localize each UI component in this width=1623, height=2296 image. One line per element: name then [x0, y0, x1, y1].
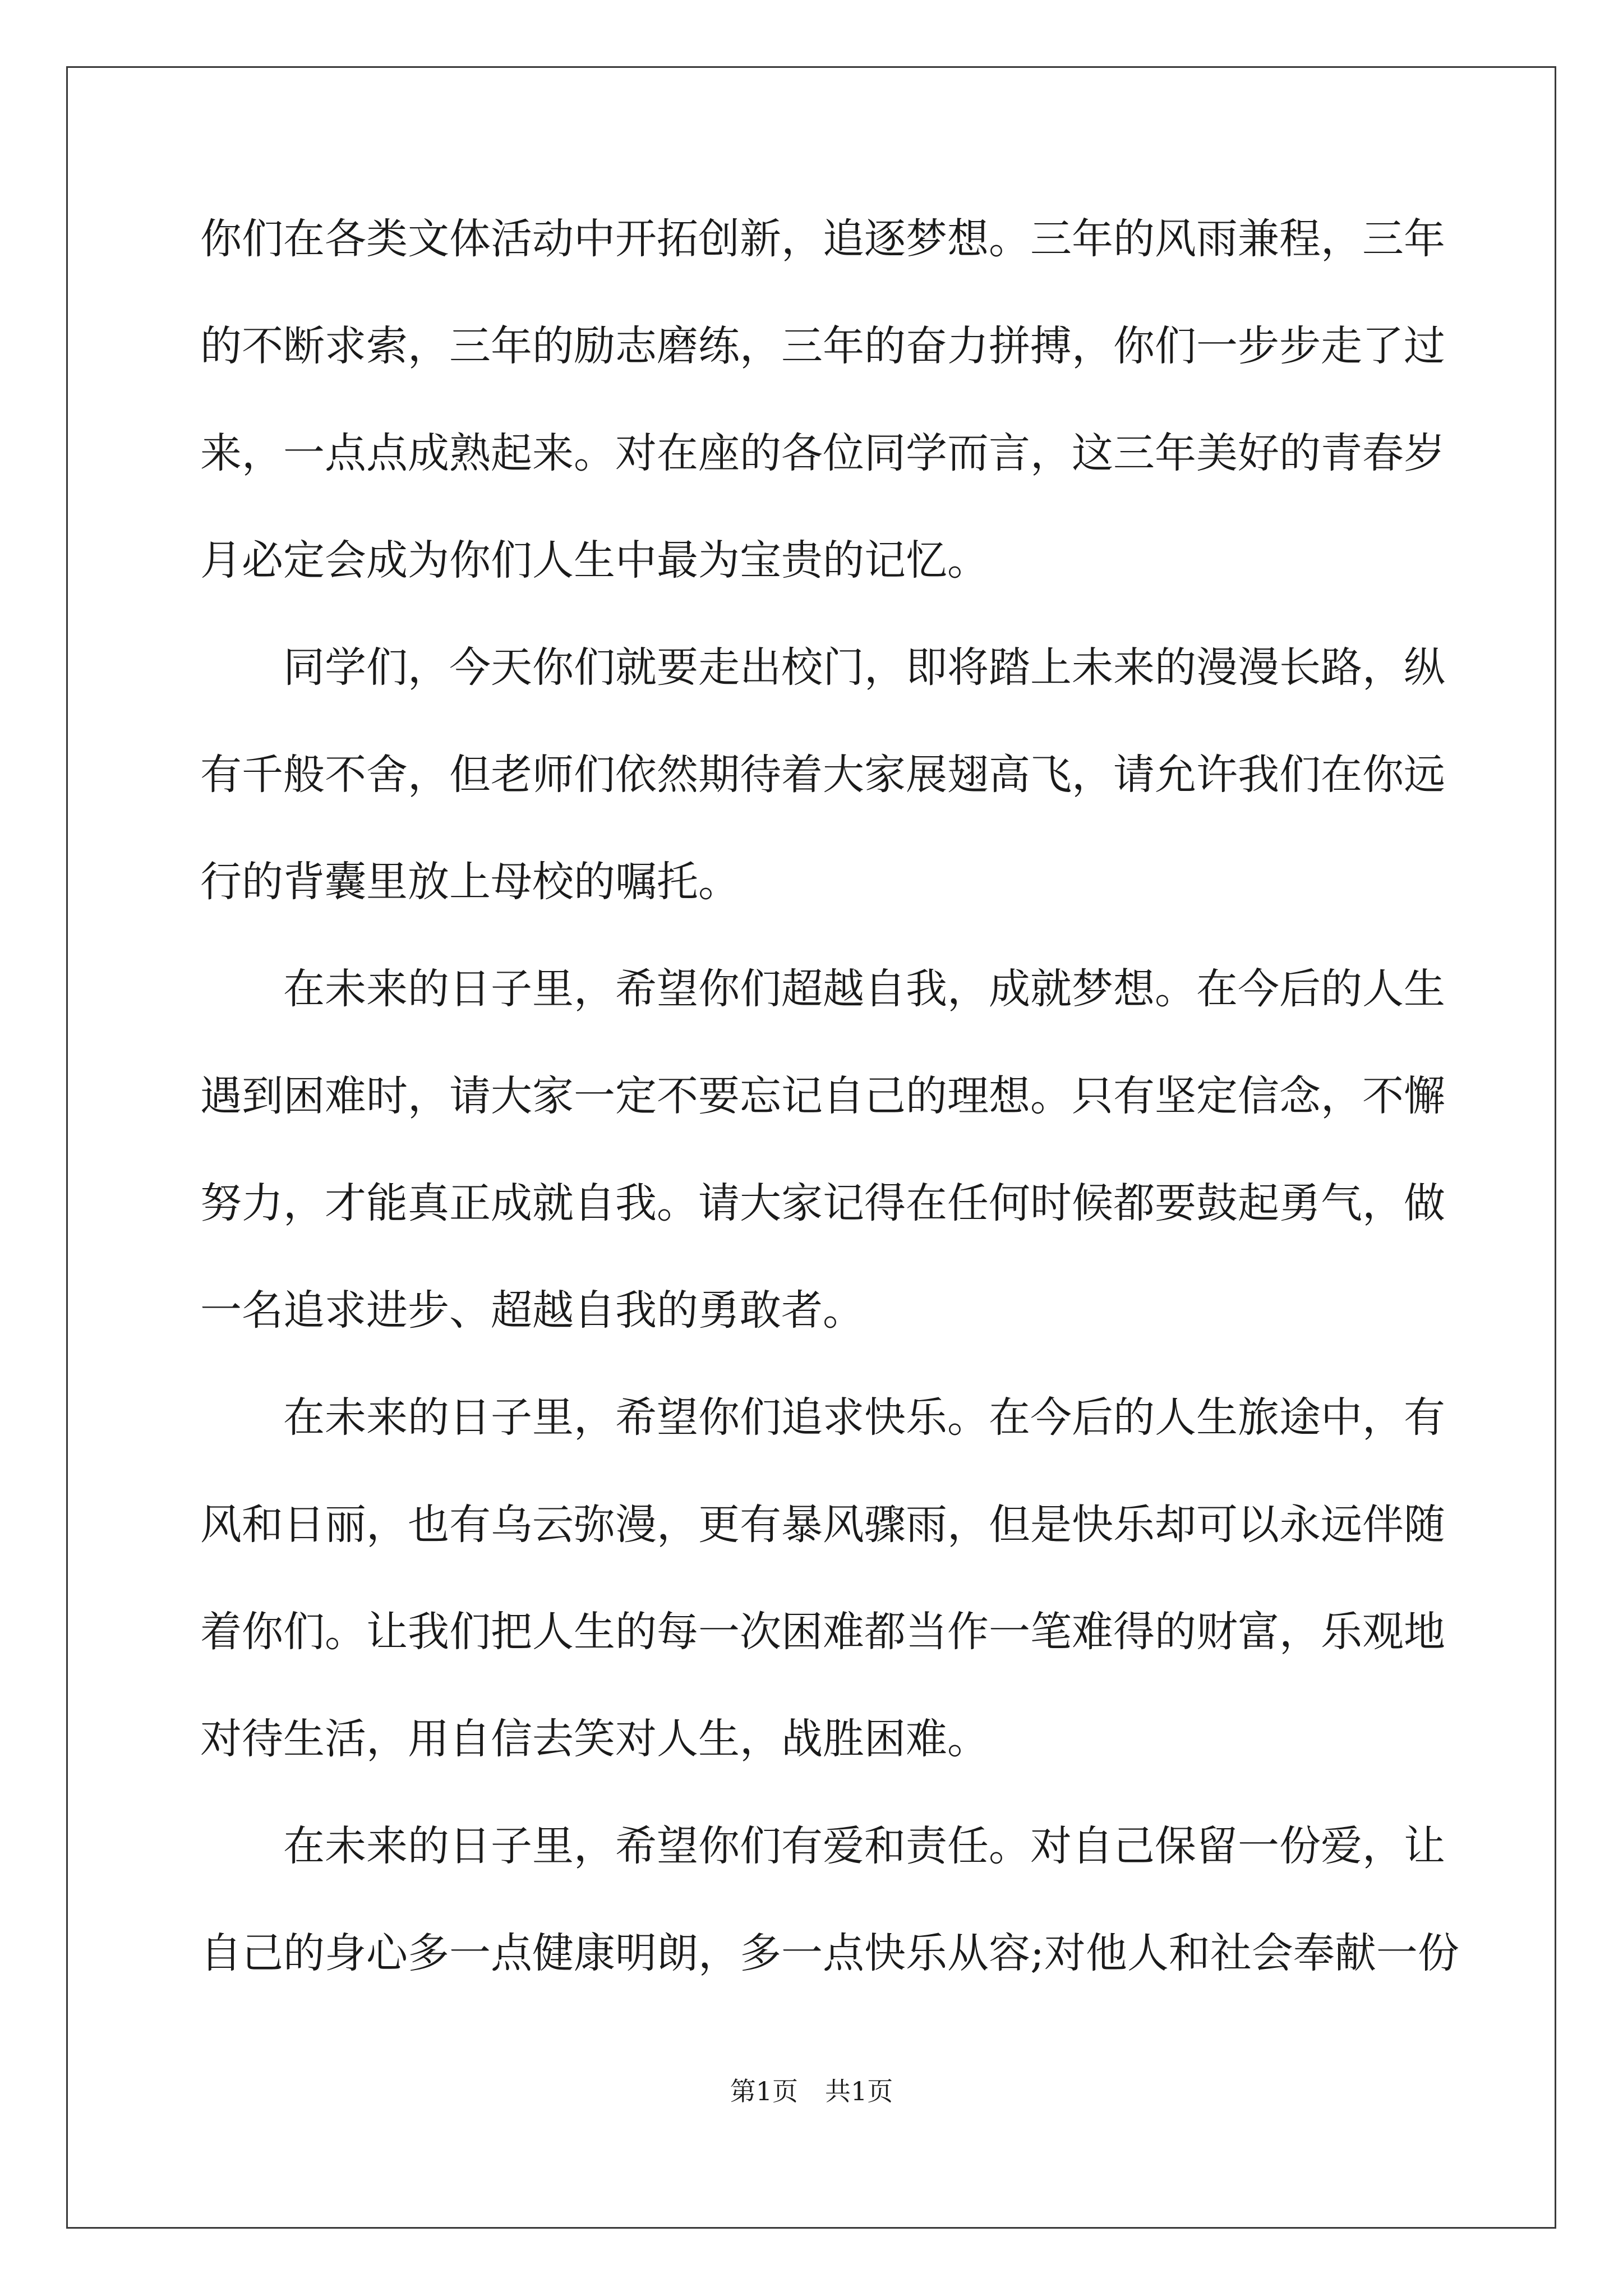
- text-line: 有千般不舍，但老师们依然期待着大家展翅高飞，请允许我们在你远: [200, 751, 1445, 799]
- paragraph: [200, 641, 1445, 909]
- text-line: 月必定会成为你们人生中最为宝贵的记忆。: [200, 536, 989, 585]
- text-line: 在未来的日子里，希望你们超越自我，成就梦想。在今后的人生: [283, 965, 1445, 1013]
- text-line: 你们在各类文体活动中开拓创新，追逐梦想。三年的风雨兼程，三年: [200, 215, 1445, 263]
- text-line: 在未来的日子里，希望你们追求快乐。在今后的人生旅途中，有: [283, 1393, 1445, 1442]
- paragraph: [200, 1819, 1459, 1980]
- text-line: 的不断求索，三年的励志磨练，三年的奋力拼搏，你们一步步走了过: [200, 322, 1445, 370]
- paragraph: [200, 1391, 1445, 1766]
- text-line: 风和日丽，也有乌云弥漫，更有暴风骤雨，但是快乐却可以永远伴随: [200, 1501, 1445, 1549]
- text-line: 遇到困难时，请大家一定不要忘记自己的理想。只有坚定信念，不懈: [200, 1072, 1445, 1120]
- text-line: 一名追求进步、超越自我的勇敢者。: [200, 1286, 864, 1335]
- text-line: 在未来的日子里，希望你们有爱和责任。对自己保留一份爱，让: [283, 1822, 1445, 1870]
- text-line: 对待生活，用自信去笑对人生，战胜困难。: [200, 1715, 989, 1763]
- text-line: 着你们。让我们把人生的每一次困难都当作一笔难得的财富，乐观地: [200, 1608, 1445, 1656]
- text-line: 自己的身心多一点健康明朗，多一点快乐从容;对他人和社会奉献一份: [200, 1929, 1459, 1977]
- text-line: 行的背囊里放上母校的嘱托。: [200, 858, 740, 906]
- paragraph: [200, 962, 1445, 1337]
- text-line: 努力，才能真正成就自我。请大家记得在任何时候都要鼓起勇气，做: [200, 1179, 1445, 1227]
- page-footer: [0, 2074, 1623, 2108]
- page-count: 共1页: [825, 2076, 893, 2106]
- page-number: 第1页: [730, 2076, 798, 2106]
- document-body: [200, 212, 1459, 2033]
- text-line: 来，一点点成熟起来。对在座的各位同学而言，这三年美好的青春岁: [200, 429, 1445, 477]
- text-line: 同学们，今天你们就要走出校门，即将踏上未来的漫漫长路，纵: [283, 643, 1445, 692]
- paragraph: [200, 212, 1445, 587]
